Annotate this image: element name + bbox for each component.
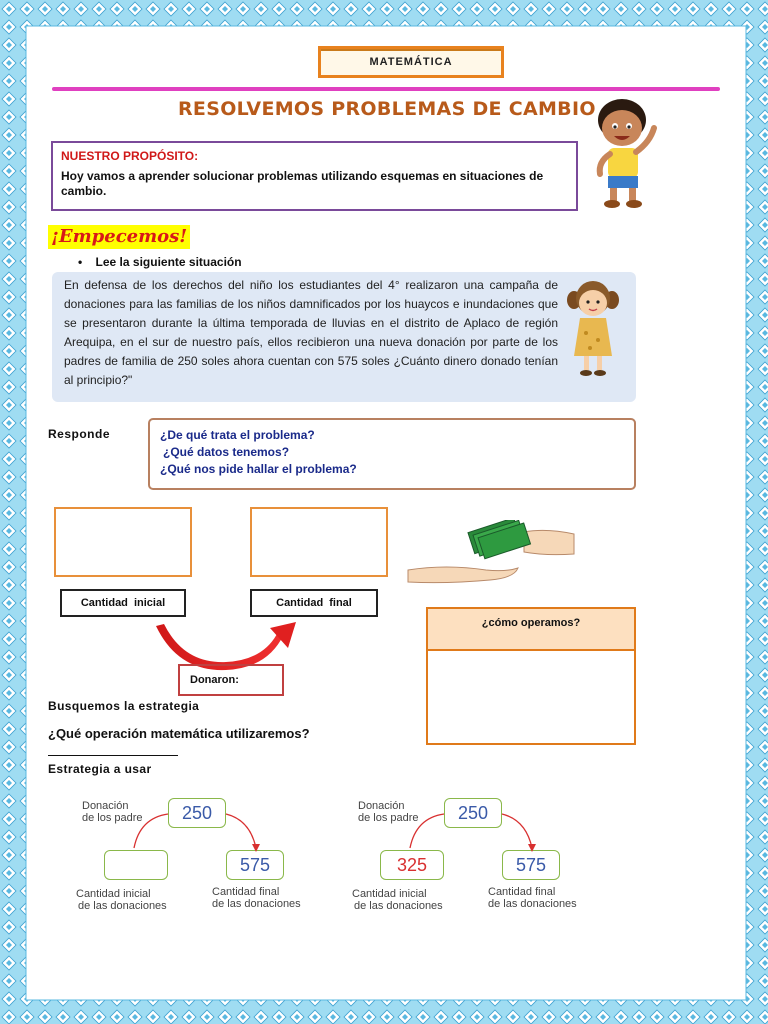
final-label-line-2: de las donaciones <box>488 898 577 910</box>
divider-line <box>52 87 720 91</box>
initial-value-box: 325 <box>380 850 444 880</box>
final-label-line-1: Cantidad final <box>212 886 280 898</box>
question-2: ¿Qué datos tenemos? <box>163 445 290 459</box>
diagram-arrows <box>126 810 276 854</box>
diagram-arrows <box>402 810 552 854</box>
subject-header: MATEMÁTICA <box>318 46 504 78</box>
strategy-use-label: Estrategia a usar <box>48 762 152 776</box>
responde-label: Responde <box>48 427 111 441</box>
strategy-diagram-2 <box>342 790 632 920</box>
initial-label-line-2: de las donaciones <box>354 900 443 912</box>
instruction-text: Lee la siguiente situación <box>95 255 242 269</box>
donation-value-box: 250 <box>444 798 502 828</box>
final-amount-label: Cantidad final <box>250 589 378 617</box>
operation-box[interactable] <box>426 607 636 745</box>
initial-amount-label: Cantidad inicial <box>60 589 186 617</box>
initial-label-line-1: Cantidad inicial <box>352 888 427 900</box>
page-title: RESOLVEMOS PROBLEMAS DE CAMBIO <box>178 98 596 120</box>
money-hands-illustration <box>406 520 576 592</box>
initial-value-box[interactable] <box>104 850 168 880</box>
question-1: ¿De qué trata el problema? <box>160 428 315 442</box>
empecemos-heading: ¡Empecemos! <box>48 225 190 249</box>
final-value-box: 575 <box>226 850 284 880</box>
initial-label-line-2: de las donaciones <box>78 900 167 912</box>
donation-value-box: 250 <box>168 798 226 828</box>
strategy-search-label: Busquemos la estrategia <box>48 699 200 713</box>
question-3: ¿Qué nos pide hallar el problema? <box>160 462 357 476</box>
final-label-line-2: de las donaciones <box>212 898 301 910</box>
operation-question: ¿Qué operación matemática utilizaremos? <box>48 726 310 741</box>
story-text: En defensa de los derechos del niño los estudiantes del 4° realizaron una campaña de donaciones para las familias de los niños damnificados por los huaycos e inundaciones que se presentaron durante la última temporada de lluvias en el distrito de Aplaco de región Arequipa, en el sur de nuestro país, ellos recibieron una nueva donación por parte de los padres de familia de 250 soles ahora cuentan con 575 soles ¿Cuánto dinero donado tenían al principio?" <box>64 278 558 387</box>
purpose-box <box>51 141 578 211</box>
final-answer-box[interactable] <box>250 507 388 577</box>
purpose-label: NUESTRO PROPÓSITO: <box>61 149 199 163</box>
donation-label-line-2: de los padre <box>82 812 143 824</box>
purpose-text: Hoy vamos a aprender solucionar problemas utilizando esquemas en situaciones de cambio. <box>61 169 544 198</box>
donation-label-line-1: Donación <box>82 800 129 812</box>
initial-answer-box[interactable] <box>54 507 192 577</box>
questions-box <box>148 418 636 490</box>
initial-label-line-1: Cantidad inicial <box>76 888 151 900</box>
donated-box[interactable]: Donaron: <box>178 664 284 696</box>
donation-label-line-1: Donación <box>358 800 405 812</box>
bullet-icon: • <box>78 255 83 269</box>
final-label-line-1: Cantidad final <box>488 886 556 898</box>
donation-label-line-2: de los padre <box>358 812 419 824</box>
boy-illustration <box>588 96 668 212</box>
instruction-line <box>78 255 242 269</box>
operation-header: ¿cómo operamos? <box>428 609 634 651</box>
final-value-box: 575 <box>502 850 560 880</box>
girl-illustration <box>566 278 620 380</box>
strategy-diagram-1 <box>66 790 356 920</box>
answer-underline[interactable] <box>48 755 178 756</box>
